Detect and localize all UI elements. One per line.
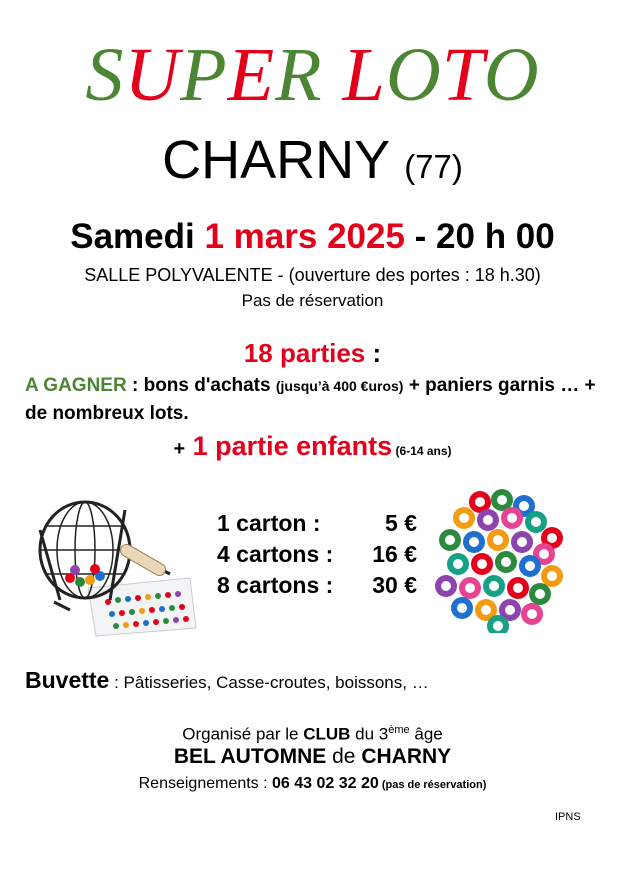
club-town: CHARNY: [361, 745, 452, 768]
club-de: de: [326, 745, 362, 768]
bingo-ball-label-disc: [453, 559, 463, 569]
date-time: - 20 h 00: [414, 217, 555, 256]
price-value: 5 €: [385, 510, 417, 536]
bingo-ball-label-disc: [483, 515, 493, 525]
title-letter: O: [483, 33, 540, 117]
bingo-ball-label-disc: [459, 513, 469, 523]
bingo-ball-label-disc: [513, 583, 523, 593]
contact-note: (pas de réservation): [378, 779, 487, 791]
bingo-ball-label-disc: [527, 609, 537, 619]
price-label: 1 carton :: [217, 510, 321, 536]
title-letter: L: [342, 33, 386, 117]
bingo-ball-label-disc: [519, 501, 529, 511]
organiser-sup: ème: [388, 724, 410, 736]
bingo-ball-label-disc: [535, 589, 545, 599]
organiser-age: âge: [409, 724, 443, 744]
price-label: 8 cartons :: [217, 572, 334, 598]
bingo-balls-icon: [432, 488, 572, 633]
title-letter: U: [124, 33, 181, 117]
contact-label: Renseignements :: [138, 775, 273, 792]
title-letter: T: [441, 33, 484, 117]
prizes-limit: (jusqu’à 400 €uros): [275, 378, 404, 394]
bingo-ball-label-disc: [531, 517, 541, 527]
contact-line: [0, 771, 625, 798]
ipns-mark: IPNS: [555, 811, 581, 823]
parties-colon: :: [365, 338, 382, 368]
venue-line: SALLE POLYVALENTE - (ouverture des portes : 18 h.30): [84, 265, 541, 285]
bingo-ball-label-disc: [507, 513, 517, 523]
club-name-line: [0, 742, 625, 772]
parties-count: 18 parties: [243, 338, 366, 368]
bingo-ball-label-disc: [445, 535, 455, 545]
event-title: [0, 30, 625, 120]
title-space: [323, 33, 343, 117]
price-row: [217, 539, 417, 570]
prizes-text-2: + paniers garnis … + de nombreux lots.: [25, 375, 596, 424]
price-value: 30 €: [372, 572, 417, 598]
bingo-ball-label-disc: [465, 583, 475, 593]
price-label: 4 cartons :: [217, 541, 334, 567]
bingo-ball-label-disc: [501, 557, 511, 567]
bingo-ball-label-disc: [441, 581, 451, 591]
title-letter: O: [385, 33, 442, 117]
bingo-ball-label-disc: [539, 549, 549, 559]
bingo-ball-label-disc: [477, 559, 487, 569]
kids-ages: (6-14 ans): [392, 444, 452, 458]
prices-table: [217, 508, 417, 601]
organiser-du: du 3: [350, 724, 389, 744]
town-name: CHARNY: [162, 130, 390, 190]
bingo-ball-label-disc: [493, 535, 503, 545]
title-letter: E: [227, 33, 276, 117]
kids-label: 1 partie enfants: [185, 431, 393, 461]
bingo-ball-label-disc: [517, 537, 527, 547]
kids-game-line: [0, 428, 625, 469]
club-name: BEL AUTOMNE: [173, 745, 327, 768]
prizes-text-1: : bons d'achats: [126, 375, 276, 396]
prizes-label: A GAGNER: [25, 375, 127, 396]
date-day: Samedi: [70, 217, 195, 256]
bingo-ball-label-disc: [547, 571, 557, 581]
organiser-text: Organisé par le: [182, 724, 304, 744]
bingo-ball-label-disc: [475, 497, 485, 507]
title-letter: S: [85, 33, 125, 117]
prizes-paragraph: [25, 372, 600, 428]
bingo-cage-icon: [30, 490, 198, 640]
date-date: 1 mars 2025: [204, 217, 405, 256]
price-row: [217, 570, 417, 601]
price-row: [217, 508, 417, 539]
organiser-club: CLUB: [303, 724, 351, 744]
bingo-ball-label-disc: [505, 605, 515, 615]
price-value: 16 €: [372, 541, 417, 567]
bingo-ball-label-disc: [457, 603, 467, 613]
no-reservation-line: Pas de réservation: [241, 291, 384, 310]
date-line: [0, 214, 625, 260]
bingo-ball-label-disc: [525, 561, 535, 571]
title-letter: R: [275, 33, 323, 117]
refreshments-items: : Pâtisseries, Casse-croutes, boissons, …: [109, 673, 429, 692]
kids-plus: +: [173, 438, 186, 460]
bingo-ball-label-disc: [547, 533, 557, 543]
bingo-ball-label-disc: [469, 537, 479, 547]
title-letter: P: [180, 33, 228, 117]
bingo-ball-label-disc: [497, 495, 507, 505]
contact-phone: 06 43 02 32 20: [272, 775, 379, 792]
bingo-ball-label-disc: [493, 621, 503, 631]
town-dept: (77): [404, 148, 463, 185]
refreshments-line: [25, 665, 429, 698]
parties-line: [0, 336, 625, 370]
bingo-ball-label-disc: [481, 605, 491, 615]
refreshments-label: Buvette: [25, 667, 110, 693]
bingo-ball-label-disc: [489, 581, 499, 591]
town-line: [0, 128, 625, 199]
